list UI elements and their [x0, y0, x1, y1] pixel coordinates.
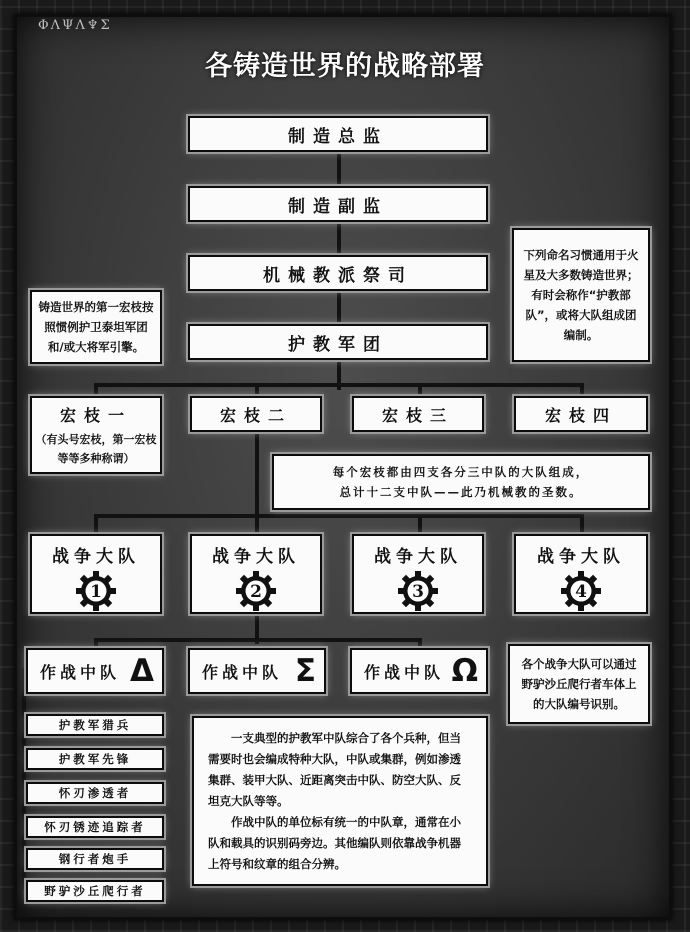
macroclade-name: 宏枝四 [544, 405, 617, 425]
sigma-glyph-icon: Σ [294, 653, 316, 689]
cohort-description [192, 716, 488, 886]
macroclade-note: （有头号宏枝，第一宏枝等等多种称谓） [35, 432, 157, 465]
cohort-name: 作战中队 [40, 662, 121, 682]
battle-group-3 [352, 534, 484, 614]
connector-battle-1 [94, 514, 98, 536]
note-battle-group-marking: 各个战争大队可以通过野驴沙丘爬行者车体上的大队编号识别。 [508, 644, 650, 724]
omega-glyph-icon: Ω [451, 653, 478, 689]
rank-fabricator-locum: 制造副监 [188, 186, 488, 222]
macroclade-name: 宏枝一 [59, 405, 132, 425]
battle-group-name: 战争大队 [52, 547, 140, 567]
connector-cohort-3 [418, 638, 422, 648]
cohort-sigma [188, 648, 326, 694]
battle-group-number: 4 [575, 582, 587, 602]
macroclade-name: 宏枝三 [381, 405, 454, 425]
cog-numeral-icon [235, 570, 277, 612]
unit-item: 护教军猎兵 [26, 714, 164, 736]
battle-group-4 [514, 534, 648, 614]
description-paragraph: 作战中队的单位标有统一的中队章，通常在小队和载具的识别码旁边。其他编队则依靠战争机器上符号和纹章的组合分辨。 [208, 815, 461, 871]
connector-macro-2 [255, 383, 259, 397]
battle-group-name: 战争大队 [537, 547, 625, 567]
rank-fabricator-general: 制造总监 [188, 116, 488, 152]
connector-battle-rail [94, 514, 584, 518]
connector-cohort-rail [94, 638, 418, 642]
cohort-delta [26, 648, 164, 694]
note-macroclade-composition [272, 454, 650, 510]
unit-item: 野驴沙丘爬行者 [26, 880, 164, 902]
unit-item: 怀刃锈迹追踪者 [26, 816, 164, 838]
cog-numeral-icon [397, 570, 439, 612]
macroclade-3 [352, 396, 484, 432]
connector-macro-down [255, 432, 259, 514]
connector-macro-1 [94, 383, 98, 397]
macroclade-1 [30, 396, 162, 474]
delta-glyph-icon: Δ [130, 653, 154, 689]
rank-skitarii-legion: 护教军团 [188, 324, 488, 360]
cog-numeral-icon [75, 570, 117, 612]
battle-group-name: 战争大队 [212, 547, 300, 567]
battle-group-number: 2 [250, 582, 262, 602]
connector-cohort-1 [94, 638, 98, 648]
cohort-name: 作战中队 [202, 662, 283, 682]
connector-macro-rail [94, 383, 584, 387]
note-first-macroclade: 铸造世界的第一宏枝按照惯例护卫泰坦军团和/或大将军引擎。 [30, 290, 162, 364]
composition-line-1: 每个宏枝都由四支各分三中队的大队组成， [332, 465, 590, 479]
macroclade-name: 宏枝二 [219, 405, 292, 425]
battle-group-name: 战争大队 [374, 547, 462, 567]
battle-group-2 [190, 534, 322, 614]
unit-item: 钢行者炮手 [26, 848, 164, 870]
connector-battle-3 [418, 514, 422, 536]
cohort-name: 作战中队 [364, 662, 445, 682]
note-naming-convention: 下列命名习惯通用于火星及大多数铸造世界；有时会称作“护教部队”，或将大队组成团编制。 [512, 228, 650, 362]
connector-macro-4 [580, 383, 584, 397]
rank-tech-priest: 机械教派祭司 [188, 255, 488, 291]
battle-group-1 [30, 534, 162, 614]
corner-glyphs: ΦΛΨΛ♆Σ [38, 18, 112, 33]
macroclade-2 [190, 396, 322, 432]
battle-group-number: 3 [412, 582, 424, 602]
unit-item: 怀刃渗透者 [26, 782, 164, 804]
cog-numeral-icon [560, 570, 602, 612]
cohort-omega [350, 648, 488, 694]
macroclade-4 [514, 396, 648, 432]
composition-line-2: 总计十二支中队——此乃机械教的圣数。 [339, 485, 583, 499]
unit-item: 护教军先锋 [26, 748, 164, 770]
connector-battle-2 [255, 514, 259, 536]
description-paragraph: 一支典型的护教军中队综合了各个兵种，但当需要时也会编成特种大队，中队或集群，例如渗透集群、装甲大队、近距离突击中队、防空大队、反坦克大队等等。 [208, 731, 461, 808]
connector-macro-3 [418, 383, 422, 397]
battle-group-number: 1 [90, 582, 102, 602]
connector-battle-4 [580, 514, 584, 536]
page-title: 各铸造世界的战略部署 [205, 51, 485, 82]
